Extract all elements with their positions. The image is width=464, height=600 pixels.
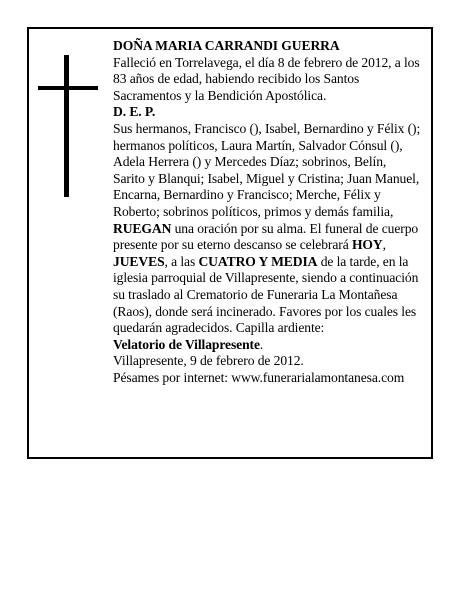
request-sep-1: , bbox=[382, 237, 386, 253]
request-text-1: una oración por su alma. El funeral de cuerpo presente por su eterno descanso se celebrará bbox=[113, 220, 419, 253]
cross-horizontal-bar bbox=[38, 86, 98, 90]
death-info: Falleció en Torrelavega, el día 8 de febrero de 2012, a los 83 años de edad, habiendo recibido los Santos Sacramentos y la Bendición Apostólica. bbox=[113, 54, 420, 103]
request-text-3: de la tarde, en la iglesia parroquial de Villapresente, siendo a continuación su traslado al Crematorio de Funeraria La Montañesa (Raos), donde será incinerado. Favores por los cuales les quedarán agradecidos. Capilla ardiente: bbox=[113, 253, 419, 336]
velatorio-end: . bbox=[259, 336, 264, 352]
velatorio-label: Velatorio de Villapresente bbox=[113, 336, 260, 352]
velatorio-line bbox=[113, 337, 421, 354]
hoy-label: HOY bbox=[351, 237, 383, 253]
request-text-2: , a las bbox=[164, 253, 199, 269]
jueves-label: JUEVES bbox=[113, 253, 165, 269]
condolences-line: Pésames por internet: www.funerarialamontanesa.com bbox=[113, 369, 405, 385]
place-date: Villapresente, 9 de febrero de 2012. bbox=[113, 353, 304, 369]
dep-heading: D. E. P. bbox=[113, 104, 156, 120]
cross-icon bbox=[38, 55, 98, 197]
ruegan-label: RUEGAN bbox=[113, 220, 172, 236]
deceased-name: DOÑA MARIA CARRANDI GUERRA bbox=[113, 38, 340, 53]
obituary-text bbox=[113, 38, 421, 386]
funeral-request bbox=[113, 221, 421, 337]
hora-label: CUATRO Y MEDIA bbox=[198, 253, 318, 269]
cross-vertical-bar bbox=[64, 55, 69, 197]
family-list: Sus hermanos, Francisco (), Isabel, Bernardino y Félix (); hermanos políticos, Laura Martín, Salvador Cónsul (), Adela Herrera () y Mercedes Díaz; sobrinos, Belín, Sarito y Blanqui; Isabel, Miguel y Cristina; Juan Manuel, Encarna, Bernardino y Francisco; Merche, Félix y Roberto; sobrinos políticos, primos y demás familia, bbox=[113, 120, 421, 219]
